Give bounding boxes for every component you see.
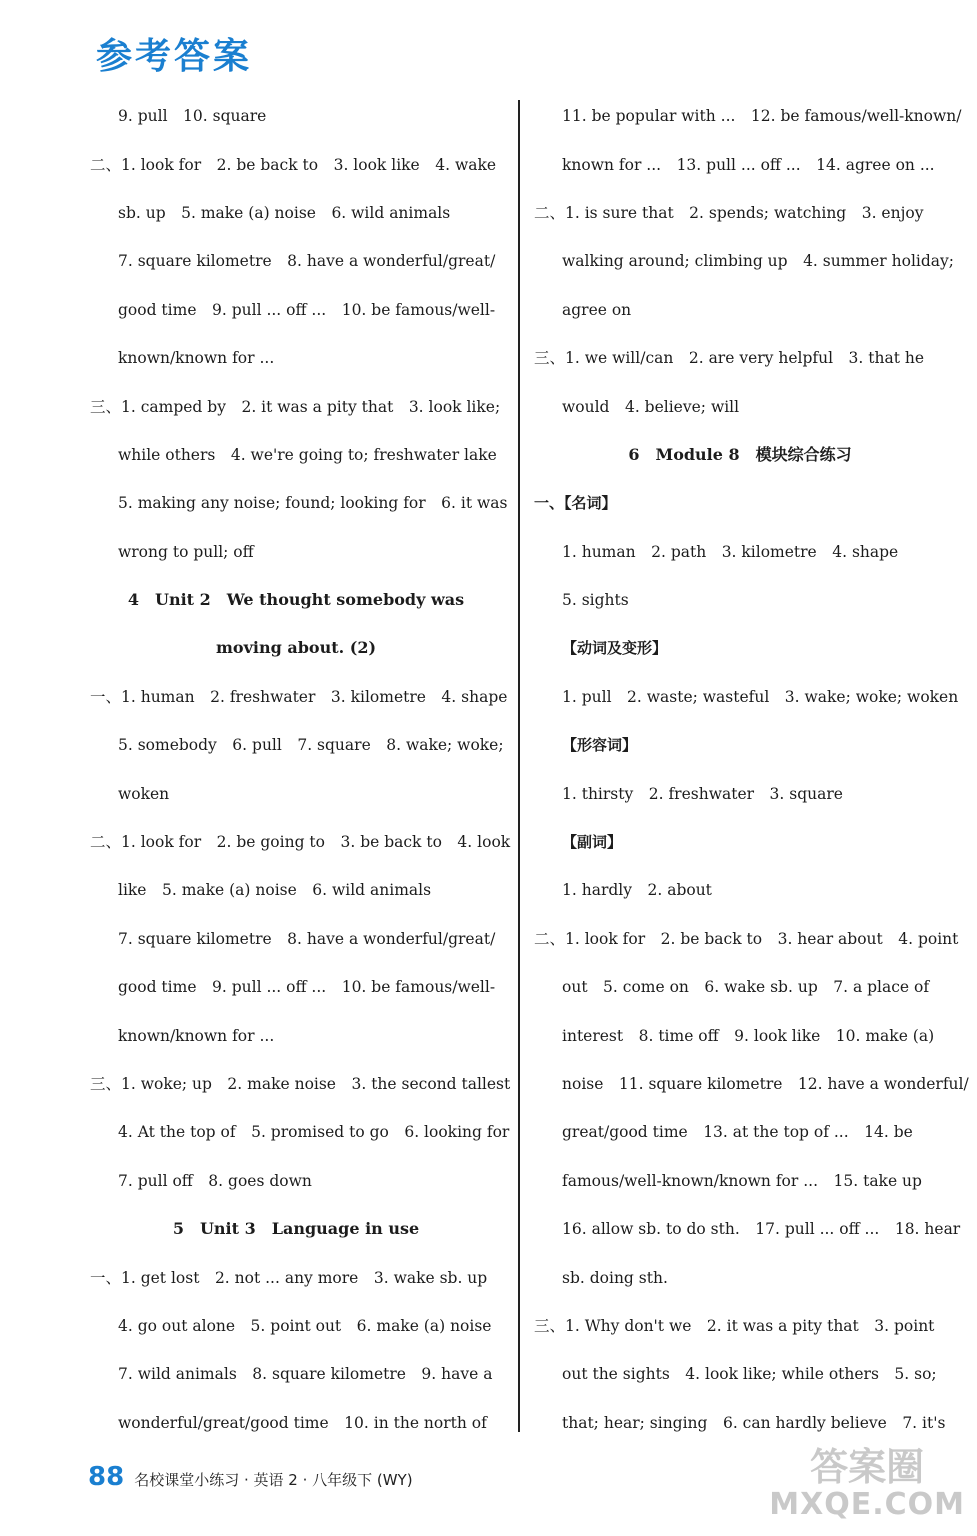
answer-line: 三、1. woke; up 2. make noise 3. the second tallest xyxy=(90,1075,511,1093)
answer-line: 7. square kilometre 8. have a wonderful/great/ xyxy=(118,252,496,271)
answer-line: that; hear; singing 6. can hardly believe 7. it's xyxy=(562,1413,946,1432)
answer-line: 7. wild animals 8. square kilometre 9. have a xyxy=(118,1365,493,1384)
answer-line: agree on xyxy=(562,300,632,319)
answer-line: wrong to pull; off xyxy=(118,542,254,561)
book-title: 名校课堂小练习 · 英语 2 · 八年级下 (WY) xyxy=(134,1471,413,1489)
answer-line: 1. thirsty 2. freshwater 3. square xyxy=(562,784,843,803)
answer-line: 4. At the top of 5. promised to go 6. looking for xyxy=(118,1123,510,1142)
answer-line: 1. hardly 2. about xyxy=(562,881,712,900)
answer-line: woken xyxy=(118,784,170,803)
answer-line: while others 4. we're going to; freshwater lake xyxy=(118,445,497,464)
category-label: 【动词及变形】 xyxy=(562,639,668,658)
answer-line: 1. pull 2. waste; wasteful 3. wake; woke; woken xyxy=(562,687,959,706)
category-label: 【形容词】 xyxy=(562,736,638,755)
left-column xyxy=(90,92,511,1447)
answer-line: 5. making any noise; found; looking for 6. it was xyxy=(118,494,508,513)
answer-line: known/known for ... xyxy=(118,1026,275,1045)
answer-line: 1. human 2. path 3. kilometre 4. shape xyxy=(562,542,899,561)
answer-line: 二、1. look for 2. be back to 3. look like 4. wake xyxy=(90,155,497,174)
answer-line: would 4. believe; will xyxy=(562,397,740,416)
answer-line: noise 11. square kilometre 12. have a wonderful/ xyxy=(562,1075,969,1093)
page-number: 88 xyxy=(88,1462,125,1492)
answer-line: 三、1. we will/can 2. are very helpful 3. that he xyxy=(534,349,925,368)
answer-line: like 5. make (a) noise 6. wild animals xyxy=(118,881,432,900)
right-column xyxy=(534,92,969,1447)
watermark-url: MXQE.COM xyxy=(769,1487,965,1522)
answer-line: 二、1. look for 2. be back to 3. hear about 4. point xyxy=(534,929,959,948)
answer-line: sb. up 5. make (a) noise 6. wild animals xyxy=(118,203,451,222)
watermark-logo xyxy=(769,1447,965,1522)
answer-line: 二、1. is sure that 2. spends; watching 3. enjoy xyxy=(534,203,924,222)
category-label: 一、【名词】 xyxy=(534,494,617,513)
answer-line: 4. go out alone 5. point out 6. make (a) noise xyxy=(118,1316,492,1335)
section-heading: moving about. (2) xyxy=(215,638,377,658)
answer-line: known for ... 13. pull ... off ... 14. agree on ... xyxy=(562,155,935,174)
section-heading: 4 Unit 2 We thought somebody was xyxy=(127,590,465,610)
answer-line: famous/well-known/known for ... 15. take up xyxy=(562,1171,922,1190)
answer-line: 5. somebody 6. pull 7. square 8. wake; woke; xyxy=(118,736,504,755)
answer-line: 一、1. human 2. freshwater 3. kilometre 4. shape xyxy=(90,687,508,706)
answer-line: sb. doing sth. xyxy=(562,1268,668,1287)
page-title: 参考答案 xyxy=(96,36,253,77)
answer-line: 5. sights xyxy=(562,591,629,610)
answer-line: 7. square kilometre 8. have a wonderful/great/ xyxy=(118,929,496,948)
section-heading: 5 Unit 3 Language in use xyxy=(172,1219,420,1239)
answer-line: 16. allow sb. to do sth. 17. pull ... off ... 18. hear xyxy=(562,1220,961,1239)
answer-line: 三、1. camped by 2. it was a pity that 3. look like; xyxy=(90,397,501,416)
answer-line: good time 9. pull ... off ... 10. be famous/well- xyxy=(118,300,496,319)
answer-line: great/good time 13. at the top of ... 14. be xyxy=(562,1123,913,1142)
answer-line: interest 8. time off 9. look like 10. make (a) xyxy=(562,1026,935,1045)
answer-line: 二、1. look for 2. be going to 3. be back to 4. look xyxy=(90,833,511,852)
answer-line: 11. be popular with ... 12. be famous/well-known/ xyxy=(562,107,962,126)
answer-line: 三、1. Why don't we 2. it was a pity that 3. point xyxy=(534,1316,935,1335)
answer-line: out 5. come on 6. wake sb. up 7. a place of xyxy=(562,978,930,997)
answer-line: out the sights 4. look like; while others 5. so; xyxy=(562,1365,937,1384)
category-label: 【副词】 xyxy=(562,833,623,852)
answer-line: 一、1. get lost 2. not ... any more 3. wake sb. up xyxy=(90,1268,488,1287)
section-heading: 6 Module 8 模块综合练习 xyxy=(628,444,852,464)
answer-line: known/known for ... xyxy=(118,349,275,368)
answer-line: 7. pull off 8. goes down xyxy=(118,1171,312,1190)
answer-line: walking around; climbing up 4. summer holiday; xyxy=(562,252,955,271)
watermark-text: 答案圈 xyxy=(810,1445,925,1489)
page-footer xyxy=(88,1462,413,1492)
column-divider xyxy=(518,100,520,1432)
answer-line: good time 9. pull ... off ... 10. be famous/well- xyxy=(118,978,496,997)
answer-line: wonderful/great/good time 10. in the north of xyxy=(118,1413,487,1432)
answer-line: 9. pull 10. square xyxy=(118,107,267,126)
